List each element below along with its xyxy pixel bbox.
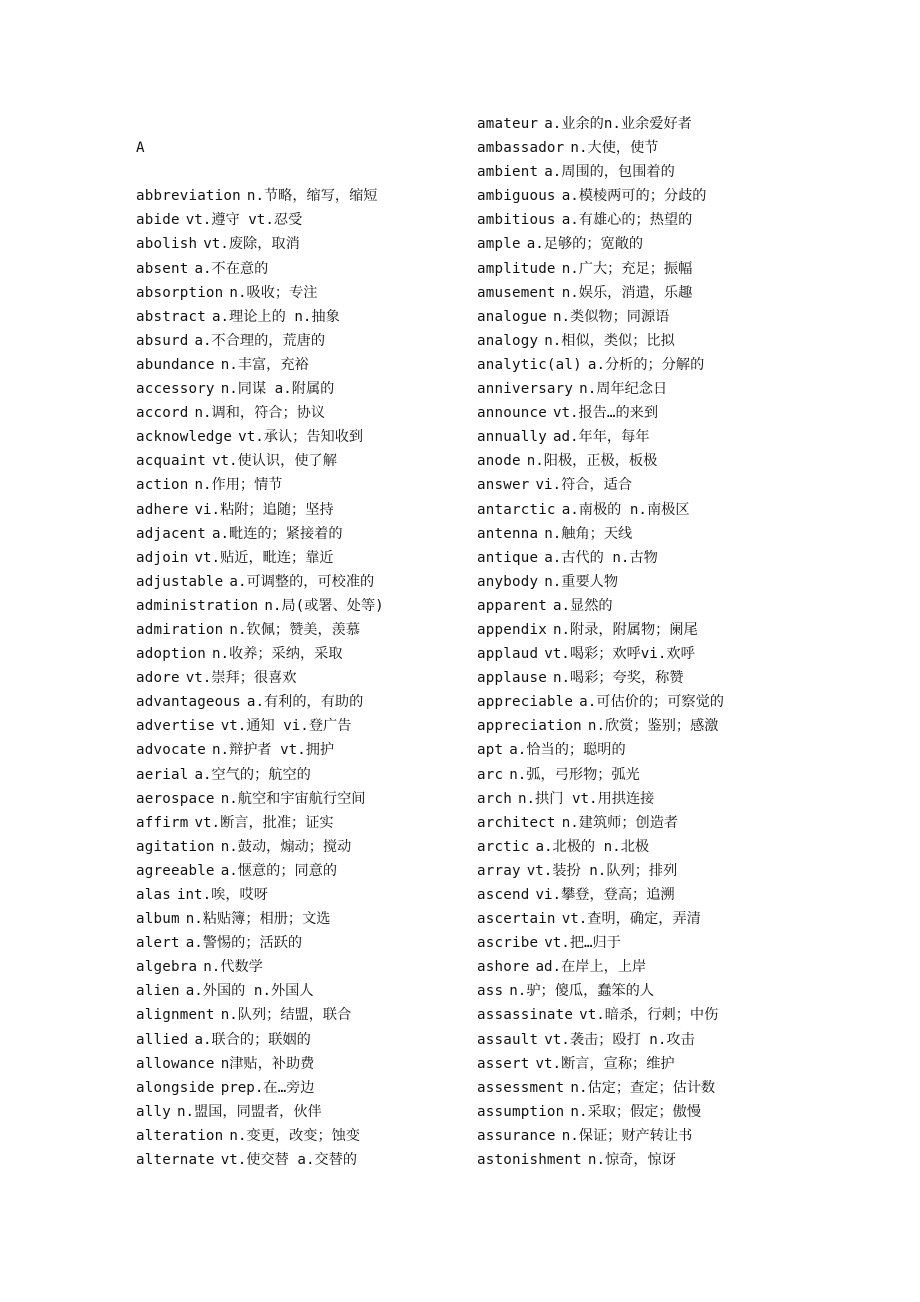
vocab-word: assurance <box>477 1127 556 1144</box>
vocab-word: architect <box>477 814 556 831</box>
vocab-entry <box>477 955 807 979</box>
vocab-definition: n.钦佩；赞美，羡慕 <box>229 621 361 638</box>
vocab-entry <box>477 1100 807 1124</box>
vocab-entry <box>477 449 807 473</box>
vocab-entry <box>477 305 807 329</box>
vocab-word: appreciable <box>477 694 574 711</box>
vocab-word: aerial <box>136 766 189 783</box>
vocab-definition: a.显然的 <box>552 597 613 614</box>
vocab-definition: vt.断言，批准；证实 <box>194 814 334 831</box>
vocab-word: assessment <box>477 1079 565 1096</box>
vocab-definition: n津贴，补助费 <box>220 1055 315 1072</box>
vocab-entry <box>136 473 466 497</box>
vocab-definition: n.丰富，充裕 <box>220 356 309 373</box>
vocab-definition: n.收养；采纳，采取 <box>211 646 343 663</box>
vocab-entry <box>136 522 466 546</box>
vocab-entry <box>136 570 466 594</box>
vocab-definition: n.重要人物 <box>544 573 619 590</box>
vocab-entry <box>477 1076 807 1100</box>
spacer <box>136 160 466 184</box>
vocab-word: appendix <box>477 621 547 638</box>
vocab-entry <box>136 979 466 1003</box>
vocab-entry <box>477 666 807 690</box>
vocab-word: adjustable <box>136 573 224 590</box>
vocab-entry <box>477 979 807 1003</box>
vocab-word: advantageous <box>136 694 241 711</box>
vocab-definition: n.鼓动，煽动；搅动 <box>220 838 352 855</box>
vocab-entry <box>477 883 807 907</box>
vocab-definition: vt.断言，宣称；维护 <box>535 1055 675 1072</box>
vocab-word: abstract <box>136 308 206 325</box>
vocab-definition: n.娱乐，消遣，乐趣 <box>561 284 693 301</box>
vocab-word: arctic <box>477 838 530 855</box>
vocab-entry <box>136 425 466 449</box>
vocab-word: ambiguous <box>477 188 556 205</box>
vocab-entry <box>477 184 807 208</box>
vocab-definition: vi.符合，适合 <box>535 477 633 494</box>
vocab-word: ascend <box>477 887 530 903</box>
vocab-word: alternate <box>136 1152 215 1169</box>
vocab-definition: a.惬意的；同意的 <box>220 862 338 879</box>
vocab-word: applaud <box>477 646 539 663</box>
vocab-entry <box>136 883 466 907</box>
vocab-entry <box>477 232 807 256</box>
vocab-definition: a.北极的 n.北极 <box>535 838 650 855</box>
vocab-definition: vt.喝彩；欢呼vi.欢呼 <box>544 646 695 663</box>
vocab-definition: n.附录，附属物；阑尾 <box>552 621 698 638</box>
vocab-word: ascertain <box>477 911 556 928</box>
vocab-entry <box>477 787 807 811</box>
vocab-word: abundance <box>136 356 215 373</box>
vocab-entry <box>477 473 807 497</box>
vocab-entry <box>477 498 807 522</box>
vocab-entry <box>477 329 807 353</box>
vocab-definition: a.可估价的；可察觉的 <box>579 694 724 711</box>
vocab-word: amateur <box>477 116 539 132</box>
vocab-word: analogue <box>477 308 547 325</box>
vocab-word: adhere <box>136 501 189 518</box>
vocab-entry <box>136 859 466 883</box>
vocab-definition: n.局(或署、处等) <box>264 597 384 614</box>
vocab-definition: n.触角；天线 <box>544 525 633 542</box>
vocab-entry <box>136 401 466 425</box>
vocab-entry <box>136 546 466 570</box>
vocab-word: array <box>477 862 521 879</box>
vocab-definition: n.队列；结盟，联合 <box>220 1007 352 1024</box>
vocab-entry <box>477 1028 807 1052</box>
vocab-entry <box>477 257 807 281</box>
vocab-entry <box>477 136 807 160</box>
vocab-definition: a.空气的；航空的 <box>194 766 311 783</box>
vocab-definition: a.业余的n.业余爱好者 <box>544 116 692 132</box>
vocab-definition: a.外国的 n.外国人 <box>185 983 314 1000</box>
vocab-definition: n.变更，改变；蚀变 <box>229 1127 361 1144</box>
vocab-definition: ad.在岸上，上岸 <box>535 959 647 976</box>
vocab-definition: n.调和，符合；协议 <box>194 405 326 422</box>
vocab-entry <box>477 522 807 546</box>
vocab-word: agreeable <box>136 862 215 879</box>
vocab-definition: a.恰当的；聪明的 <box>509 742 626 759</box>
vocab-entry <box>136 208 466 232</box>
vocab-definition: int.唉，哎呀 <box>176 887 268 903</box>
vocab-entry <box>477 425 807 449</box>
vocab-entry <box>136 449 466 473</box>
vocab-definition: n.拱门 vt.用拱连接 <box>517 790 655 807</box>
vocab-entry <box>136 642 466 666</box>
vocab-definition: n.吸收；专注 <box>229 284 318 301</box>
vocab-word: anode <box>477 453 521 470</box>
vocab-entry <box>136 329 466 353</box>
vocab-entry <box>136 835 466 859</box>
vocab-word: ambassador <box>477 140 565 157</box>
vocab-definition: vi.攀登，登高；追溯 <box>535 887 675 903</box>
vocab-word: analogy <box>477 332 539 349</box>
vocab-word: amplitude <box>477 260 556 277</box>
vocab-word: annually <box>477 429 547 446</box>
vocab-entry <box>477 931 807 955</box>
vocab-entry <box>477 1148 807 1172</box>
vocab-definition: vt.使交替 a.交替的 <box>220 1152 358 1169</box>
vocab-word: antique <box>477 549 539 566</box>
vocab-definition: n.喝彩；夸奖，称赞 <box>552 670 684 687</box>
vocab-definition: vt.废除，取消 <box>203 236 300 253</box>
vocab-word: amusement <box>477 284 556 301</box>
vocab-word: agitation <box>136 838 215 855</box>
vocab-definition: n.保证；财产转让书 <box>561 1127 693 1144</box>
vocab-definition: n.采取；假定；傲慢 <box>570 1103 702 1120</box>
vocab-entry <box>136 1052 466 1076</box>
left-column <box>136 112 466 1172</box>
vocab-definition: a.南极的 n.南极区 <box>561 501 690 518</box>
vocab-word: arc <box>477 766 504 783</box>
vocab-entry <box>136 787 466 811</box>
vocab-entry <box>136 498 466 522</box>
vocab-definition: n.相似，类似；比拟 <box>544 332 675 349</box>
vocab-definition: n.广大；充足；振幅 <box>561 260 693 277</box>
vocab-word: admiration <box>136 621 224 638</box>
vocab-word: adjoin <box>136 549 189 566</box>
vocab-definition: a.不在意的 <box>194 260 269 277</box>
vocab-definition: ad.年年，每年 <box>552 429 650 446</box>
vocab-word: ample <box>477 236 521 253</box>
vocab-definition: n.盟国，同盟者，伙伴 <box>176 1103 322 1120</box>
vocab-entry <box>136 1100 466 1124</box>
vocab-word: announce <box>477 405 547 422</box>
vocab-definition: a.理论上的 n.抽象 <box>211 308 340 325</box>
vocab-definition: a.古代的 n.古物 <box>544 549 658 566</box>
vocab-entry <box>477 618 807 642</box>
vocab-word: abolish <box>136 236 198 253</box>
vocab-entry <box>136 738 466 762</box>
vocab-word: administration <box>136 597 259 614</box>
vocab-definition: n.粘贴簿；相册；文选 <box>185 911 331 928</box>
vocab-entry <box>477 714 807 738</box>
vocab-word: antenna <box>477 525 539 542</box>
vocab-definition: a.足够的；宽敞的 <box>526 236 644 253</box>
vocab-definition: n.同谋 a.附属的 <box>220 381 335 398</box>
vocab-entry <box>136 594 466 618</box>
vocab-word: assault <box>477 1031 539 1048</box>
vocab-definition: a.分析的；分解的 <box>587 356 705 373</box>
vocab-word: adoption <box>136 646 206 663</box>
vocab-definition: vt.查明，确定，弄清 <box>561 911 701 928</box>
vocab-word: absurd <box>136 332 189 349</box>
vocab-entry <box>477 570 807 594</box>
vocab-definition: vt.暗杀，行刺；中伤 <box>579 1007 719 1024</box>
vocab-entry <box>477 281 807 305</box>
vocab-definition: n.弧，弓形物；弧光 <box>509 766 640 783</box>
vocab-word: acknowledge <box>136 429 233 446</box>
vocab-word: analytic(al) <box>477 356 582 373</box>
vocab-entry <box>477 353 807 377</box>
vocab-word: album <box>136 911 180 928</box>
vocab-definition: a.警惕的；活跃的 <box>185 935 303 952</box>
vocab-entry <box>136 907 466 931</box>
vocab-word: alien <box>136 983 180 1000</box>
vocab-entry <box>477 1124 807 1148</box>
vocab-word: alteration <box>136 1127 224 1144</box>
vocab-word: accessory <box>136 381 215 398</box>
vocab-definition: n.欣赏；鉴别；感激 <box>587 718 719 735</box>
vocab-entry <box>136 184 466 208</box>
vocab-word: assert <box>477 1055 530 1072</box>
vocab-definition: vt.崇拜；很喜欢 <box>185 670 297 687</box>
vocab-entry <box>136 281 466 305</box>
vocab-definition: n.周年纪念日 <box>579 381 668 398</box>
vocab-word: absent <box>136 260 189 277</box>
vocab-word: accord <box>136 405 189 422</box>
vocab-entry <box>136 690 466 714</box>
vocab-entry <box>136 714 466 738</box>
vocab-entry <box>477 594 807 618</box>
vocab-word: ambitious <box>477 212 556 229</box>
vocab-word: alert <box>136 935 180 952</box>
vocab-definition: a.可调整的，可校准的 <box>229 573 375 590</box>
vocab-word: adore <box>136 670 180 687</box>
vocab-word: arch <box>477 790 512 807</box>
vocab-word: apt <box>477 742 504 759</box>
vocab-word: ass <box>477 983 504 1000</box>
vocab-entry <box>136 377 466 401</box>
vocab-word: allowance <box>136 1055 215 1072</box>
vocab-entry <box>136 1124 466 1148</box>
vocab-word: anybody <box>477 573 539 590</box>
vocab-word: antarctic <box>477 501 556 518</box>
vocab-word: action <box>136 477 189 494</box>
vocab-word: ambient <box>477 164 539 181</box>
vocab-entry <box>477 1003 807 1027</box>
vocab-entry <box>477 377 807 401</box>
vocab-definition: n.代数学 <box>203 959 263 976</box>
vocab-definition: vt.贴近，毗连；靠近 <box>194 549 334 566</box>
vocab-entry <box>136 1028 466 1052</box>
vocab-definition: n.辩护者 vt.拥护 <box>211 742 335 759</box>
vocab-definition: vt.装扮 n.队列；排列 <box>526 862 678 879</box>
vocab-definition: vt.袭击；殴打 n.攻击 <box>544 1031 695 1048</box>
vocab-definition: n.驴；傻瓜，蠢笨的人 <box>509 983 655 1000</box>
vocab-entry <box>477 811 807 835</box>
spacer <box>136 112 466 136</box>
vocab-entry <box>136 232 466 256</box>
vocab-entry <box>477 160 807 184</box>
vocab-word: allied <box>136 1031 189 1048</box>
vocab-definition: a.不合理的，荒唐的 <box>194 332 326 349</box>
vocab-definition: a.有雄心的；热望的 <box>561 212 693 229</box>
vocab-definition: n.大使，使节 <box>570 140 659 157</box>
vocab-entry <box>477 1052 807 1076</box>
vocab-entry <box>136 1148 466 1172</box>
vocab-definition: vt.报告…的来到 <box>552 405 659 422</box>
vocab-word: alas <box>136 887 171 903</box>
vocab-definition: n.类似物；同源语 <box>552 308 670 325</box>
vocab-entry <box>136 955 466 979</box>
vocab-word: abide <box>136 212 180 229</box>
vocab-word: appreciation <box>477 718 582 735</box>
vocab-definition: vt.承认；告知收到 <box>238 429 364 446</box>
vocab-entry <box>477 859 807 883</box>
vocab-word: absorption <box>136 284 224 301</box>
vocab-definition: n.阳极，正极，板极 <box>526 453 658 470</box>
vocab-word: aerospace <box>136 790 215 807</box>
vocab-entry <box>477 738 807 762</box>
vocab-definition: a.周围的，包围着的 <box>544 164 675 181</box>
vocab-entry <box>136 305 466 329</box>
vocab-definition: n.惊奇，惊讶 <box>587 1152 676 1169</box>
vocab-word: adjacent <box>136 525 206 542</box>
vocab-entry <box>136 931 466 955</box>
vocab-word: abbreviation <box>136 188 241 205</box>
vocab-definition: a.联合的；联姻的 <box>194 1031 311 1048</box>
vocab-word: advocate <box>136 742 206 759</box>
vocab-word: ally <box>136 1103 171 1120</box>
section-letter-heading: A <box>136 140 145 157</box>
vocab-definition: a.模棱两可的；分歧的 <box>561 188 707 205</box>
vocab-entry <box>136 353 466 377</box>
vocab-definition: vt.把…归于 <box>544 935 621 952</box>
vocab-definition: vi.粘附；追随；坚持 <box>194 501 334 518</box>
vocab-entry <box>477 401 807 425</box>
vocab-definition: prep.在…旁边 <box>220 1079 315 1096</box>
vocab-word: answer <box>477 477 530 494</box>
vocab-entry <box>136 618 466 642</box>
vocab-word: algebra <box>136 959 198 976</box>
vocab-definition: n.估定；查定；估计数 <box>570 1079 716 1096</box>
vocab-word: anniversary <box>477 381 574 398</box>
vocab-definition: n.建筑师；创造者 <box>561 814 679 831</box>
right-column <box>477 112 807 1172</box>
vocab-word: applause <box>477 670 547 687</box>
vocab-definition: vt.通知 vi.登广告 <box>220 718 352 735</box>
vocab-entry <box>136 1076 466 1100</box>
vocab-word: assumption <box>477 1103 565 1120</box>
vocab-entry <box>477 835 807 859</box>
vocab-entry <box>477 763 807 787</box>
vocab-word: affirm <box>136 814 189 831</box>
vocab-definition: vt.遵守 vt.忍受 <box>185 212 303 229</box>
vocab-definition: n.作用；情节 <box>194 477 283 494</box>
vocab-entry <box>136 666 466 690</box>
vocab-entry <box>136 257 466 281</box>
vocab-entry <box>136 811 466 835</box>
vocab-entry <box>477 690 807 714</box>
vocab-entry <box>136 763 466 787</box>
vocab-word: ashore <box>477 959 530 976</box>
vocab-entry <box>477 208 807 232</box>
vocab-word: ascribe <box>477 935 539 952</box>
vocab-entry <box>477 112 807 136</box>
vocab-word: assassinate <box>477 1007 574 1024</box>
vocab-word: acquaint <box>136 453 206 470</box>
vocab-entry <box>477 907 807 931</box>
vocab-definition: vt.使认识，使了解 <box>211 453 337 470</box>
vocab-word: alignment <box>136 1007 215 1024</box>
vocab-entry <box>477 546 807 570</box>
vocab-definition: n.航空和宇宙航行空间 <box>220 790 366 807</box>
vocab-entry <box>477 642 807 666</box>
vocab-word: apparent <box>477 597 547 614</box>
vocab-word: advertise <box>136 718 215 735</box>
vocab-word: astonishment <box>477 1152 582 1169</box>
vocab-entry <box>136 1003 466 1027</box>
vocab-definition: a.有利的，有助的 <box>246 694 364 711</box>
vocab-definition: a.毗连的；紧接着的 <box>211 525 343 542</box>
vocab-definition: n.节略，缩写，缩短 <box>246 188 378 205</box>
vocab-word: alongside <box>136 1079 215 1096</box>
